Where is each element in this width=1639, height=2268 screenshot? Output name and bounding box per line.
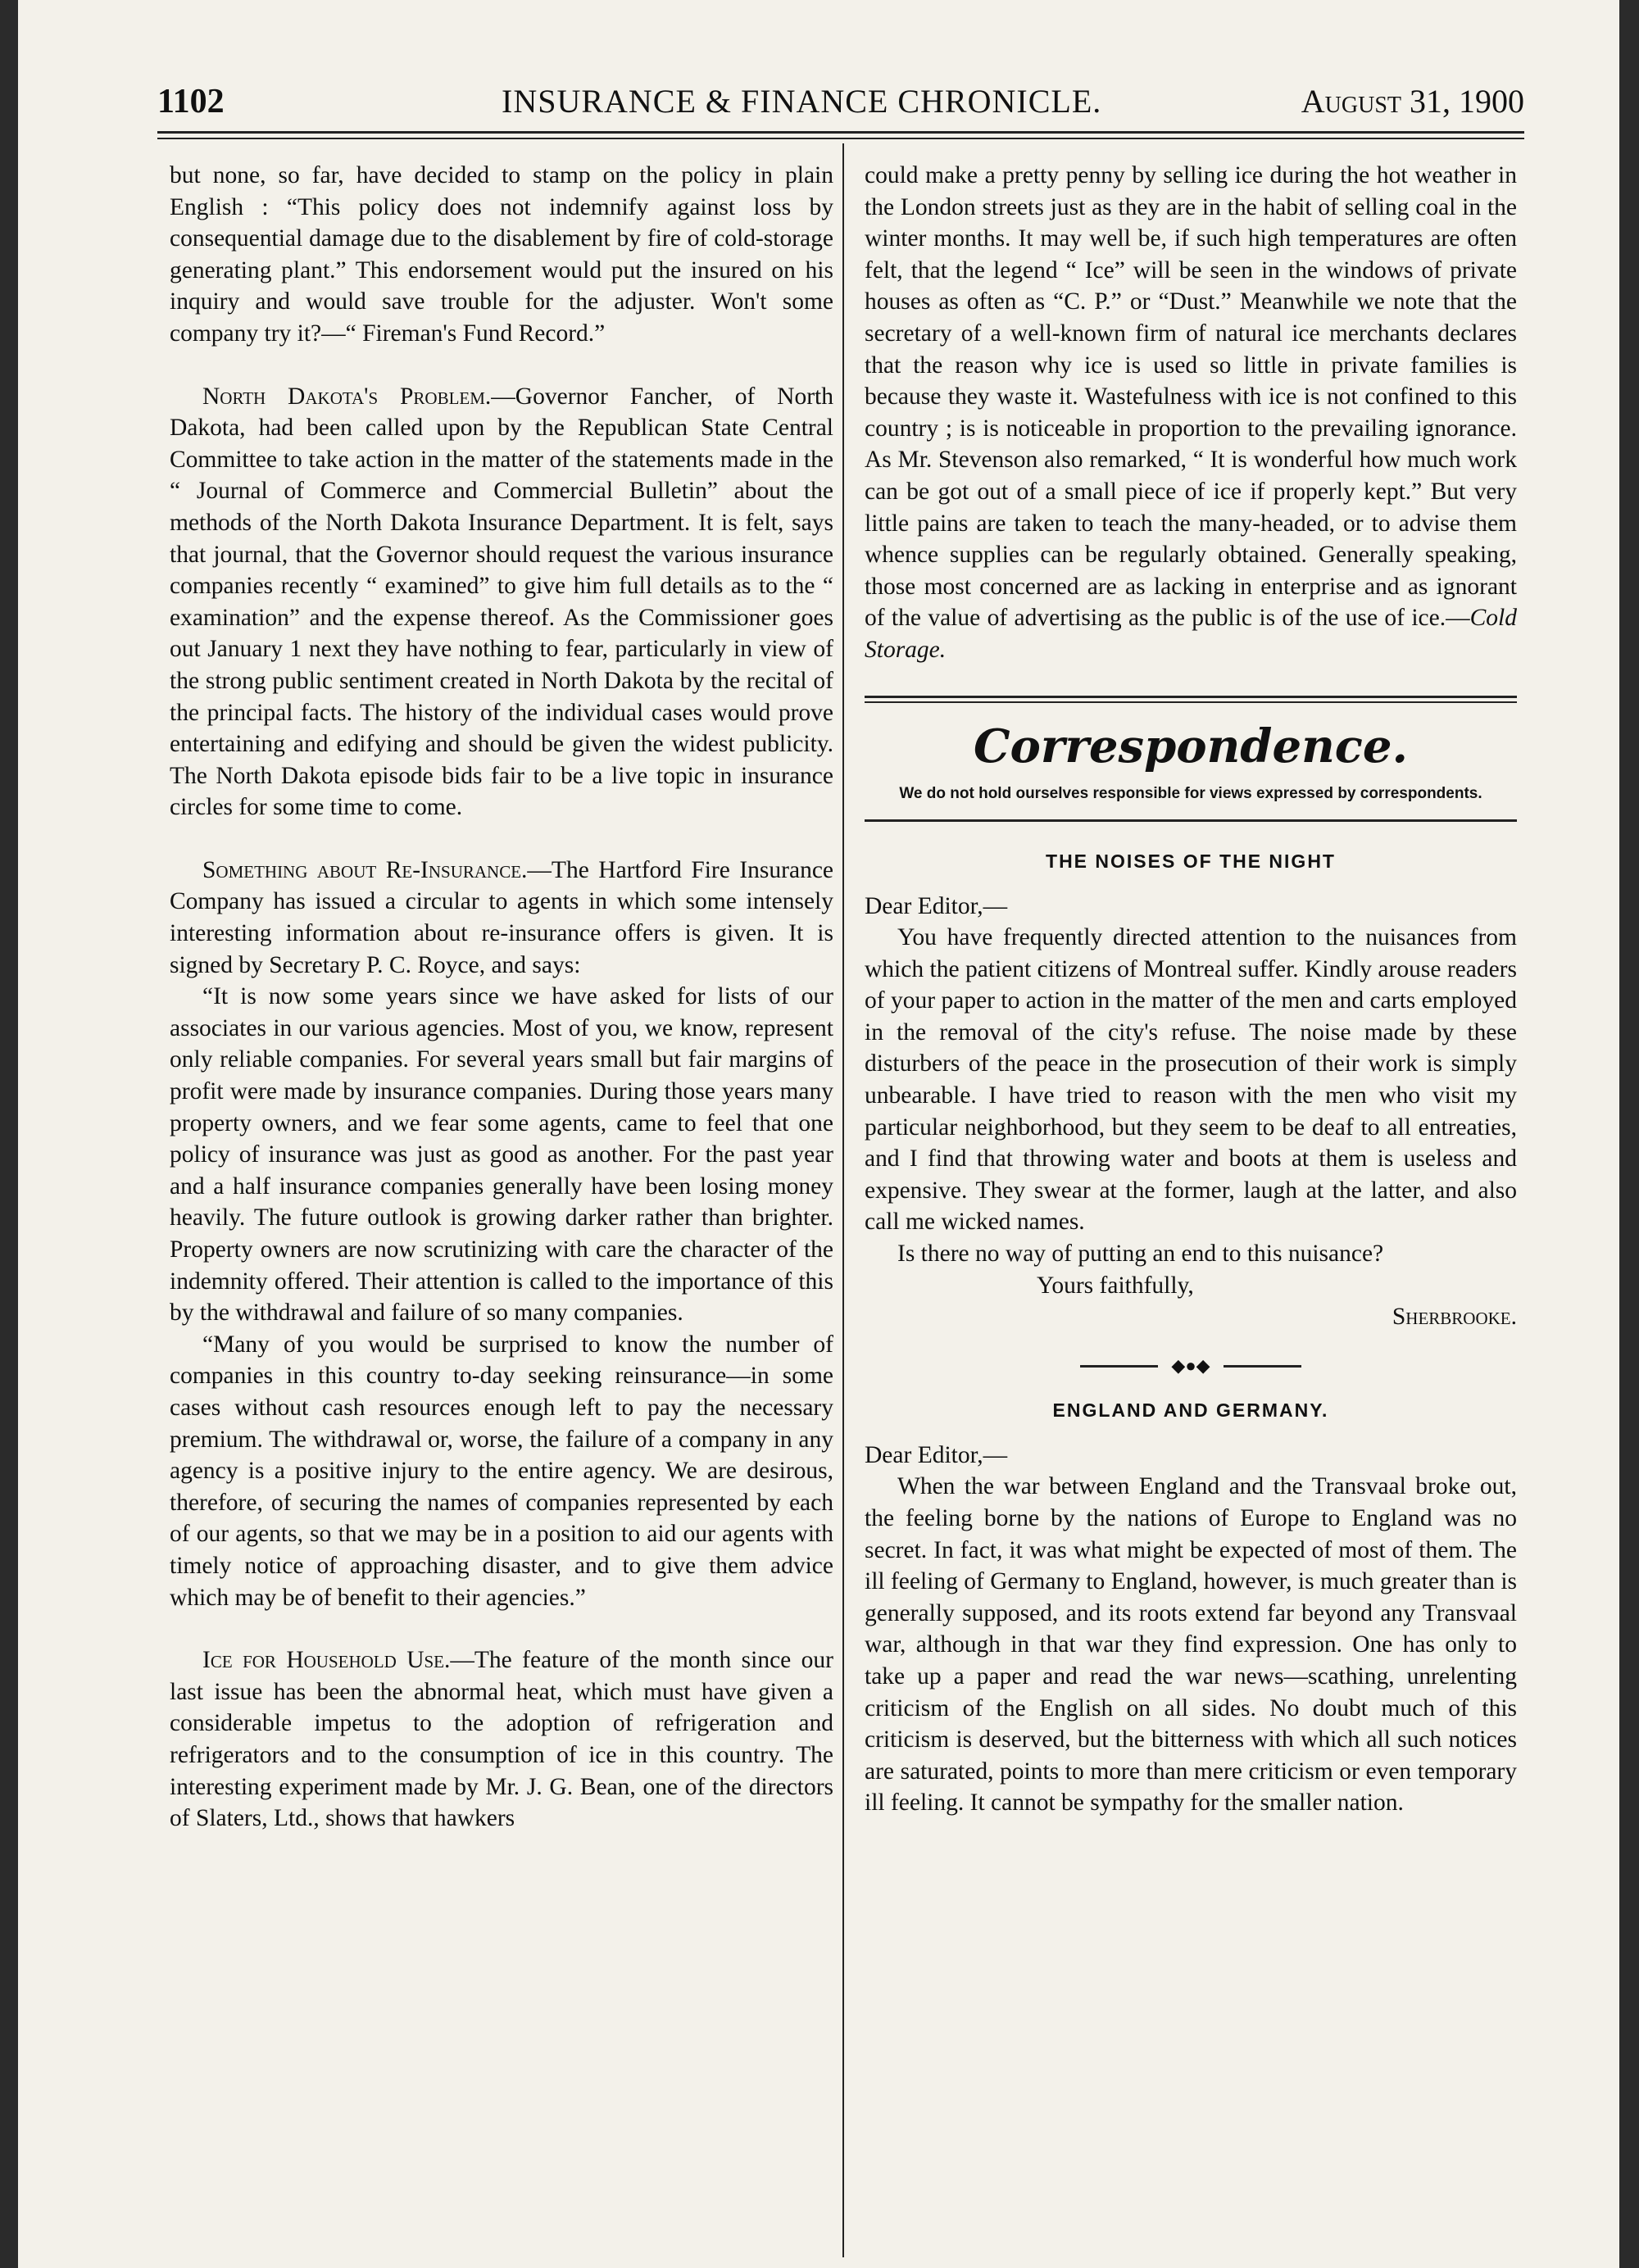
north-dakota-paragraph [170,381,833,823]
reinsurance-quote-2: “Many of you would be surprised to know the number of companies in this country to-day seeking reinsurance—in some cases without cash resources enough left to pay the necessary premium. The withdrawal or, worse, the failure of a company in any agency is a positive injury to the entire agency. We are desirous, therefore, of securing the names of companies represented by each of our agents, so that we may be in a position to aid our agents with timely notice of approaching disaster, and to give them advice which may be of benefit to their agencies.” [170,1331,833,1611]
ice-continuation-text: could make a pretty penny by selling ice during the hot weather in the London streets just as they are in the habit of selling coal in the winter months. It may well be, if such high temperatures are often felt, that the legend “ Ice” will be seen in the windows of private houses as often as “C. P.” or “Dust.” Meanwhile we note that the secretary of a well-known firm of natural ice merchants declares that the reason why ice is used so little in private families is because they waste it. Wastefulness with ice is not confined to this country ; is is noticeable in proportion to the prevailing ignorance. As Mr. Stevenson also remarked, “ It is wonderful how much work can be got out of a small piece of ice if properly kept.” But very little pains are taken to teach the many-headed, or to advise them whence supplies can be regularly obtained. Generally speaking, those most concerned are as lacking in enterprise and as ignorant of the value of advertising as the public is of the use of ice.— [865,162,1517,632]
letter-1-question: Is there no way of putting an end to this nuisance? [897,1241,1384,1268]
reinsurance-quote-1: “It is now some years since we have asked for lists of our associates in our various agencies. Most of you, we know, represent only reliable companies. For several years small but fair margins of profit were made by insurance companies. During those years many property owners, and we fear some agents, came to feel that one policy of insurance was just as good as another. For the past year and a half insurance companies generally have been losing money heavily. The future outlook is growing darker rather than brighter. Property owners are now scrutinizing with care the character of the indemnity offered. Their attention is called to the importance of this by the withdrawal and failure of so many companies. [170,983,833,1327]
letter-1-salutation: Dear Editor,— [865,892,1008,919]
north-dakota-body: —Governor Fancher, of North Dakota, had been called upon by the Republican State Central Committee to take action in the matter of the statements made in the “ Journal of Commerce and Commercial Bulletin” about the methods of the North Dakota Insurance Department. It is felt, says that journal, that the Governor should request the various insurance companies recently “ examined” to give him full details as to the “ examination” and the expense thereof. As the Commissioner goes out January 1 next they have nothing to fear, particularly in view of the strong public sentiment created in North Dakota by the recital of the principal facts. The history of the individual cases would prove entertaining and edifying and should be given the widest publicity. The North Dakota episode bids fair to be a live topic in insurance circles for some time to come. [170,383,833,821]
letter-2-salutation: Dear Editor,— [865,1441,1008,1468]
section-ornament: ◆●◆ [1080,1361,1301,1371]
letter-1-body: You have frequently directed attention to the nuisances from which the patient citizens of Montreal suffer. Kindly arouse readers of your paper to action in the matter of the men and carts employed in the removal of the city's refuse. The noise made by these disturbers of the peace in the prosecution of their work is simply unbearable. I have tried to reason with the men who visit my particular neighborhood, but they seem to be deaf to all entreaties, and I find that throwing water and boots at them is useless and expensive. They swear at the former, laugh at the latter, and also call me wicked names. [865,924,1517,1236]
page-header [157,82,1524,131]
ice-continuation [865,160,1517,666]
letter-1-title: THE NOISES OF THE NIGHT [1046,850,1336,872]
fireman-fund-paragraph: but none, so far, have decided to stamp on the policy in plain English : “This policy does not indemnify against loss by consequential damage due to the disablement by fire of cold-storage generating plant.” This endorsement would put the insured on his inquiry and would save trouble for the adjuster. Won't some company try it?—“ Fireman's Fund Record.” [170,162,833,347]
letter-1-signature: Sherbrooke. [1392,1304,1517,1331]
ice-heading: Ice for Household Use. [202,1647,451,1674]
issue-date: August 31, 1900 [1301,83,1524,120]
correspondence-rule [865,819,1517,822]
reinsurance-body: —The Hartford Fire Insurance Company has issued a circular to agents in which some intensely interesting information about re-insurance offers is given. It is signed by Secretary P. C. Royce, and says: [170,856,833,978]
header-rule [157,131,1524,134]
left-column [170,160,833,2257]
header-rule-secondary [157,138,1524,139]
reinsurance-heading: Something about Re-Insurance. [202,856,528,883]
page-number: 1102 [157,83,225,120]
section-rule [865,696,1517,703]
letter-1-closing: Yours faithfully, [1037,1272,1194,1299]
letter-2-title: ENGLAND AND GERMANY. [1052,1399,1329,1421]
column-divider [842,143,844,2257]
ice-body: —The feature of the month since our last issue has been the abnormal heat, which must have given a considerable impetus to the adoption of refrigeration and refrigerators and to the consumption of ice in this country. The interesting experiment made by Mr. J. G. Bean, one of the directors of Slaters, Ltd., shows that hawkers [170,1647,833,1832]
letter-2-body: When the war between England and the Transvaal broke out, the feeling borne by the nations of Europe to England was no secret. In fact, it was what might be expected of most of them. The ill feeling of Germany to England, however, is much greater than is generally supposed, and its roots extend far beyond any Transvaal war, although in that war they find expression. One has only to take up a paper and read the war news—scathing, unrelenting criticism of the English on all sides. No doubt much of this criticism is deserved, but the bitterness with which all such notices are saturated, points to more than mere criticism or even temporary ill feeling. It cannot be sympathy for the smaller nation. [865,1473,1517,1817]
reinsurance-paragraph [170,855,833,981]
ice-source: Cold Storage. [865,605,1517,663]
correspondence-disclaimer: We do not hold ourselves responsible for views expressed by correspondents. [899,784,1482,802]
north-dakota-heading: North Dakota's Problem. [202,383,492,410]
page [18,0,1619,2268]
ice-paragraph [170,1644,833,1835]
publication-title: INSURANCE & FINANCE CHRONICLE. [502,83,1102,120]
right-column [865,160,1517,2257]
correspondence-heading: Correspondence. [973,719,1409,773]
